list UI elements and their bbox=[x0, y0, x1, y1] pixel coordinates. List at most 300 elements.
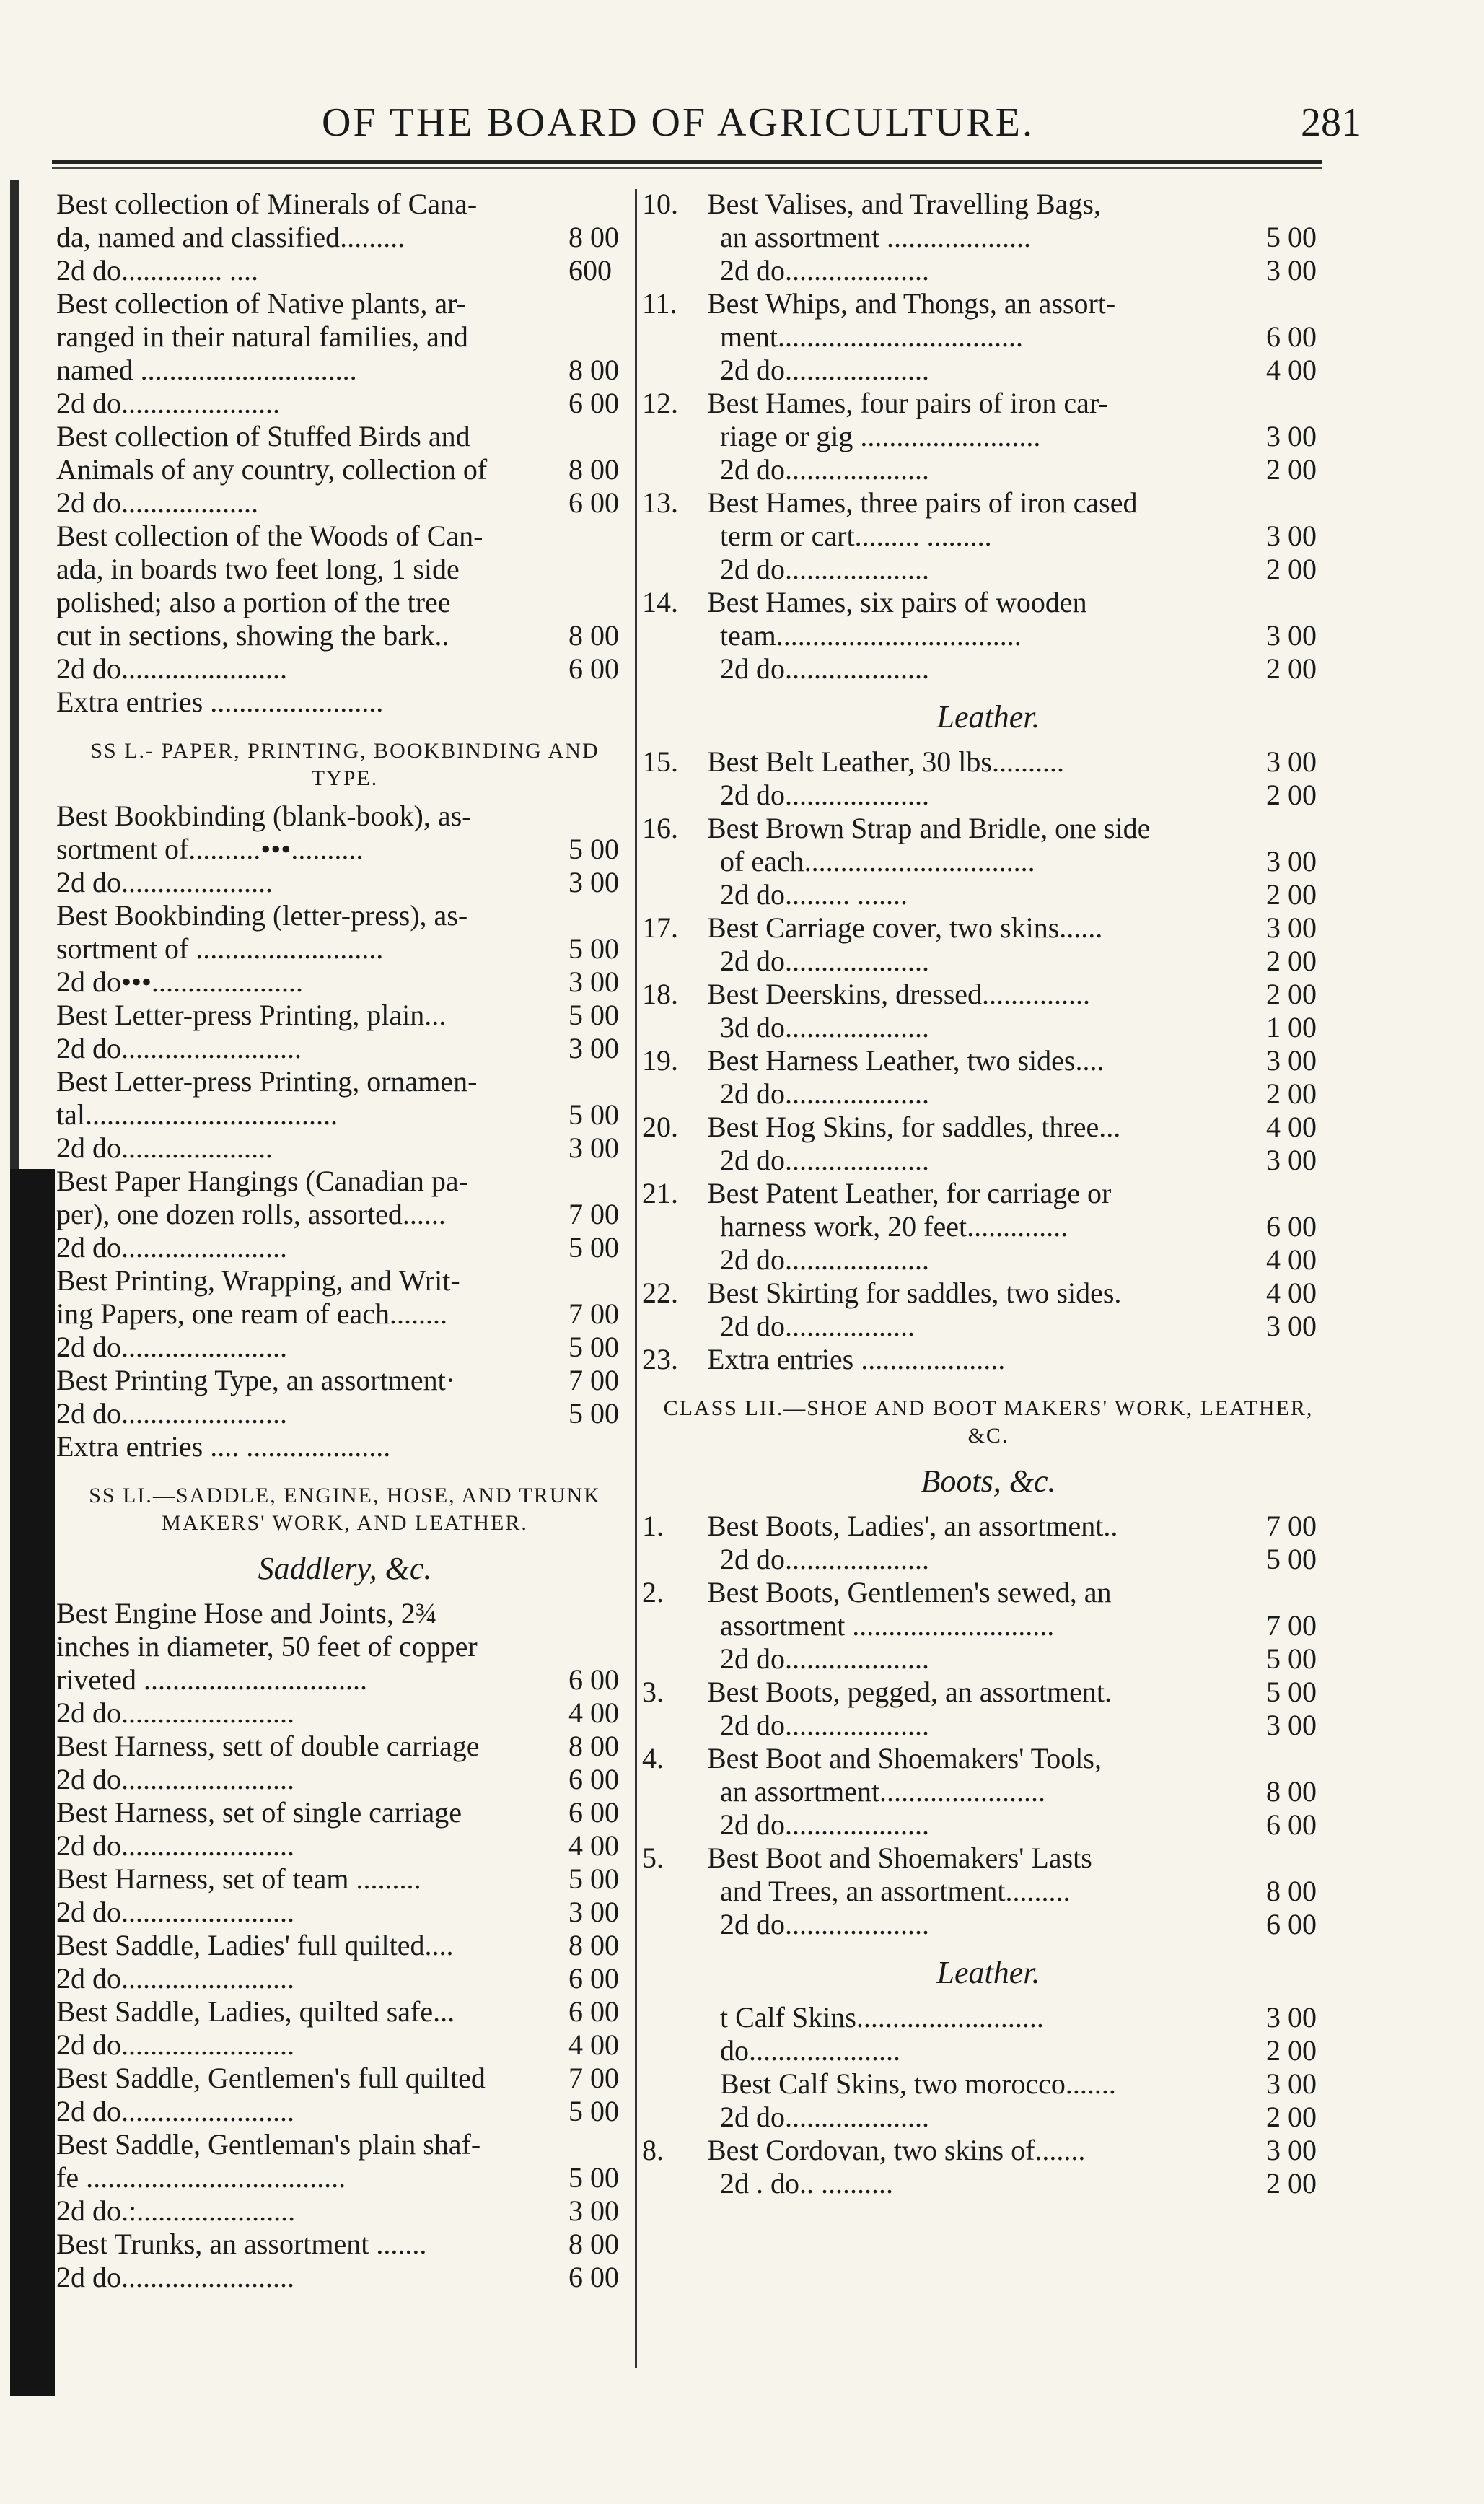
item-amount: 3 00 bbox=[568, 966, 619, 998]
item-amount: 5 00 bbox=[568, 1098, 619, 1131]
left-section-printing bbox=[56, 800, 633, 1463]
list-item bbox=[642, 1676, 1335, 1709]
list-item bbox=[642, 1177, 1335, 1210]
item-amount: 8 00 bbox=[1266, 1775, 1317, 1808]
item-text: Best Bookbinding (letter-press), as- bbox=[56, 899, 468, 932]
item-number: 22. bbox=[642, 1277, 678, 1309]
item-text: 2d do.................... bbox=[720, 354, 929, 386]
item-amount: 5 00 bbox=[568, 1397, 619, 1430]
list-item bbox=[642, 254, 1335, 287]
list-item bbox=[56, 686, 633, 719]
list-item bbox=[642, 1111, 1335, 1144]
item-amount: 7 00 bbox=[568, 1198, 619, 1230]
item-text: 2d do....................... bbox=[56, 652, 287, 685]
item-text: Best Patent Leather, for carriage or bbox=[707, 1177, 1112, 1209]
item-text: da, named and classified......... bbox=[56, 221, 405, 253]
item-text: 2d do........................ bbox=[56, 2261, 294, 2293]
list-item bbox=[642, 2101, 1335, 2134]
list-item bbox=[56, 486, 633, 520]
left-column bbox=[56, 188, 633, 2294]
list-item bbox=[642, 188, 1335, 221]
item-text: 2d do....................... bbox=[56, 1331, 287, 1363]
list-item bbox=[56, 652, 633, 686]
list-item bbox=[56, 1829, 633, 1862]
binding-shadow bbox=[10, 1169, 55, 2396]
list-item bbox=[56, 1862, 633, 1896]
item-text: Best collection of Minerals of Cana- bbox=[56, 188, 478, 220]
item-amount: 8 00 bbox=[568, 2228, 619, 2260]
item-text: Best Boot and Shoemakers' Tools, bbox=[707, 1742, 1102, 1774]
item-amount: 6 00 bbox=[1266, 1210, 1317, 1243]
item-amount: 3 00 bbox=[1266, 1310, 1317, 1342]
item-amount: 1 00 bbox=[1266, 1011, 1317, 1043]
item-text: and Trees, an assortment......... bbox=[720, 1875, 1071, 1907]
item-amount: 5 00 bbox=[568, 932, 619, 965]
list-item bbox=[56, 2228, 633, 2261]
item-text: Best collection of Stuffed Birds and bbox=[56, 420, 470, 452]
list-item bbox=[56, 800, 633, 833]
item-text: Extra entries ........................ bbox=[56, 686, 384, 718]
item-text: inches in diameter, 50 feet of copper bbox=[56, 1630, 478, 1663]
item-text: 2d do........................ bbox=[56, 1763, 294, 1795]
list-item bbox=[56, 2028, 633, 2062]
item-amount: 5 00 bbox=[568, 1231, 619, 1264]
item-text: Best Calf Skins, two morocco....... bbox=[720, 2067, 1116, 2100]
list-item bbox=[56, 899, 633, 932]
list-item bbox=[56, 2062, 633, 2095]
list-item bbox=[56, 1098, 633, 1131]
item-amount: 5 00 bbox=[568, 1331, 619, 1363]
column-divider bbox=[635, 189, 637, 2368]
item-amount: 2 00 bbox=[1266, 779, 1317, 811]
item-amount: 600 bbox=[568, 254, 612, 286]
item-text: Extra entries .................... bbox=[707, 1343, 1006, 1375]
item-amount: 2 00 bbox=[1266, 978, 1317, 1010]
item-text: 2d do.................... bbox=[720, 1144, 929, 1176]
item-text: 2d do.............. .... bbox=[56, 254, 258, 286]
item-amount: 7 00 bbox=[1266, 1510, 1317, 1542]
item-amount: 3 00 bbox=[1266, 619, 1317, 652]
list-item bbox=[642, 453, 1335, 486]
list-item bbox=[642, 1243, 1335, 1277]
item-amount: 8 00 bbox=[568, 1929, 619, 1961]
list-item bbox=[56, 1796, 633, 1829]
list-item bbox=[56, 520, 633, 553]
right-column bbox=[642, 188, 1335, 2200]
item-amount: 6 00 bbox=[568, 1796, 619, 1829]
header-rule-thin bbox=[52, 167, 1322, 169]
item-amount: 5 00 bbox=[568, 1862, 619, 1895]
list-item bbox=[642, 354, 1335, 387]
list-item bbox=[642, 287, 1335, 320]
item-number: 3. bbox=[642, 1676, 664, 1708]
list-item bbox=[56, 1198, 633, 1231]
item-amount: 4 00 bbox=[1266, 1243, 1317, 1276]
list-item bbox=[642, 1808, 1335, 1842]
list-item bbox=[642, 1543, 1335, 1576]
item-text: fe .................................... bbox=[56, 2161, 346, 2194]
list-item bbox=[642, 1742, 1335, 1775]
item-text: Best Belt Leather, 30 lbs.......... bbox=[707, 745, 1064, 778]
item-amount: 2 00 bbox=[1266, 2101, 1317, 2133]
item-amount: 7 00 bbox=[1266, 1609, 1317, 1642]
right-section-leather bbox=[642, 745, 1335, 1376]
item-amount: 3 00 bbox=[1266, 2001, 1317, 2034]
list-item bbox=[56, 1131, 633, 1165]
list-item bbox=[642, 2067, 1335, 2101]
item-text: 2d do.................... bbox=[720, 1543, 929, 1575]
item-text: 2d do.................... bbox=[720, 945, 929, 977]
item-text: 2d do......................... bbox=[56, 1032, 302, 1064]
list-item bbox=[56, 553, 633, 586]
list-item bbox=[56, 833, 633, 866]
item-text: riage or gig ......................... bbox=[720, 420, 1041, 452]
item-number: 5. bbox=[642, 1842, 664, 1874]
item-text: 2d do.................... bbox=[720, 1077, 929, 1110]
list-item bbox=[642, 945, 1335, 978]
list-item bbox=[56, 932, 633, 966]
list-item bbox=[642, 1210, 1335, 1243]
item-text: Best Paper Hangings (Canadian pa- bbox=[56, 1165, 468, 1197]
item-text: ment.................................. bbox=[720, 320, 1023, 353]
item-text: Best Skirting for saddles, two sides. bbox=[707, 1277, 1122, 1309]
list-item bbox=[642, 420, 1335, 453]
item-number: 2. bbox=[642, 1576, 664, 1608]
item-text: 2d do....................... bbox=[56, 1397, 287, 1430]
item-text: 2d do.................... bbox=[720, 2101, 929, 2133]
list-item bbox=[642, 520, 1335, 553]
item-text: Best Whips, and Thongs, an assort- bbox=[707, 287, 1116, 320]
list-item bbox=[642, 2034, 1335, 2067]
item-amount: 2 00 bbox=[1266, 2034, 1317, 2067]
list-item bbox=[642, 221, 1335, 254]
item-text: Best Bookbinding (blank-book), as- bbox=[56, 800, 472, 832]
item-text: 2d do........................ bbox=[56, 1829, 294, 1862]
list-item bbox=[56, 1597, 633, 1630]
item-text: 2d do.................... bbox=[720, 1642, 929, 1675]
item-text: tal................................... bbox=[56, 1098, 338, 1131]
item-text: Animals of any country, collection of bbox=[56, 453, 488, 486]
item-amount: 5 00 bbox=[568, 2161, 619, 2194]
list-item bbox=[56, 1763, 633, 1796]
item-amount: 3 00 bbox=[1266, 520, 1317, 552]
item-text: 2d do.................... bbox=[720, 453, 929, 486]
item-text: of each................................ bbox=[720, 845, 1035, 877]
list-item bbox=[642, 1576, 1335, 1609]
subheading-leather: Leather. bbox=[936, 699, 1040, 735]
item-amount: 2 00 bbox=[1266, 652, 1317, 685]
item-amount: 5 00 bbox=[1266, 1642, 1317, 1675]
subheading-leather-2: Leather. bbox=[936, 1955, 1040, 1990]
item-text: 2d do.................... bbox=[720, 1243, 929, 1276]
item-amount: 4 00 bbox=[1266, 1111, 1317, 1143]
list-item bbox=[642, 845, 1335, 878]
list-item bbox=[642, 1842, 1335, 1875]
item-number: 23. bbox=[642, 1343, 678, 1375]
item-text: Best Trunks, an assortment ....... bbox=[56, 2228, 427, 2260]
list-item bbox=[642, 779, 1335, 812]
list-item bbox=[56, 1995, 633, 2028]
item-amount: 5 00 bbox=[1266, 1676, 1317, 1708]
list-item bbox=[642, 1044, 1335, 1077]
list-item bbox=[56, 2194, 633, 2228]
list-item bbox=[56, 1264, 633, 1297]
item-amount: 3 00 bbox=[568, 1896, 619, 1928]
item-text: 2d do.................... bbox=[720, 1709, 929, 1741]
item-text: Best Hog Skins, for saddles, three... bbox=[707, 1111, 1121, 1143]
item-amount: 6 00 bbox=[568, 387, 619, 419]
list-item bbox=[56, 999, 633, 1032]
item-amount: 6 00 bbox=[568, 1663, 619, 1696]
item-text: Best Printing, Wrapping, and Writ- bbox=[56, 1264, 460, 1297]
list-item bbox=[56, 1697, 633, 1730]
item-amount: 3 00 bbox=[568, 866, 619, 898]
right-section-boots bbox=[642, 1510, 1335, 1941]
list-item bbox=[642, 878, 1335, 911]
list-item bbox=[56, 1929, 633, 1962]
list-item bbox=[642, 1908, 1335, 1941]
list-item bbox=[642, 652, 1335, 686]
item-text: an assortment .................... bbox=[720, 221, 1032, 253]
item-amount: 3 00 bbox=[568, 2194, 619, 2227]
list-item bbox=[642, 1609, 1335, 1642]
item-text: 2d do................... bbox=[56, 486, 258, 519]
list-item bbox=[642, 2001, 1335, 2034]
item-text: Best Boots, pegged, an assortment. bbox=[707, 1676, 1112, 1708]
item-amount: 3 00 bbox=[1266, 254, 1317, 286]
item-number: 11. bbox=[642, 287, 677, 320]
list-item bbox=[642, 812, 1335, 845]
item-text: Best Brown Strap and Bridle, one side bbox=[707, 812, 1151, 844]
list-item bbox=[642, 553, 1335, 586]
item-amount: 2 00 bbox=[1266, 2167, 1317, 2199]
list-item bbox=[56, 1165, 633, 1198]
item-amount: 2 00 bbox=[1266, 553, 1317, 585]
item-amount: 2 00 bbox=[1266, 453, 1317, 486]
item-text: Best Harness, set of single carriage bbox=[56, 1796, 462, 1829]
item-amount: 5 00 bbox=[1266, 221, 1317, 253]
list-item bbox=[642, 1642, 1335, 1676]
list-item bbox=[56, 1430, 633, 1463]
item-number: 20. bbox=[642, 1111, 678, 1143]
item-text: 2d do•••..................... bbox=[56, 966, 304, 998]
item-text: t Calf Skins.......................... bbox=[720, 2001, 1044, 2034]
right-section-calfskins bbox=[642, 2001, 1335, 2200]
item-text: assortment ............................ bbox=[720, 1609, 1055, 1642]
item-text: ranged in their natural families, and bbox=[56, 320, 468, 353]
item-text: ing Papers, one ream of each........ bbox=[56, 1297, 448, 1330]
list-item bbox=[642, 320, 1335, 354]
item-text: 2d do.................... bbox=[720, 779, 929, 811]
item-amount: 8 00 bbox=[568, 354, 619, 386]
item-text: Best Printing Type, an assortment· bbox=[56, 1364, 456, 1396]
page-header bbox=[0, 85, 1484, 150]
list-item bbox=[642, 1277, 1335, 1310]
item-text: Best Saddle, Ladies, quilted safe... bbox=[56, 1995, 455, 2028]
item-amount: 2 00 bbox=[1266, 878, 1317, 911]
list-item bbox=[56, 2095, 633, 2128]
item-amount: 3 00 bbox=[1266, 1044, 1317, 1077]
item-number: 10. bbox=[642, 188, 678, 220]
item-text: 2d do.................... bbox=[720, 254, 929, 286]
item-number: 12. bbox=[642, 387, 678, 419]
item-text: Extra entries .... .................... bbox=[56, 1430, 391, 1463]
item-amount: 4 00 bbox=[1266, 354, 1317, 386]
item-text: polished; also a portion of the tree bbox=[56, 586, 451, 618]
item-number: 19. bbox=[642, 1044, 678, 1077]
item-text: Best Boots, Ladies', an assortment.. bbox=[707, 1510, 1118, 1542]
item-text: per), one dozen rolls, assorted...... bbox=[56, 1198, 446, 1230]
item-text: Best Letter-press Printing, plain... bbox=[56, 999, 447, 1031]
item-text: 2d do..................... bbox=[56, 866, 273, 898]
item-amount: 4 00 bbox=[1266, 1277, 1317, 1309]
item-text: harness work, 20 feet.............. bbox=[720, 1210, 1068, 1243]
item-number: 18. bbox=[642, 978, 678, 1010]
item-text: do..................... bbox=[720, 2034, 900, 2067]
item-amount: 8 00 bbox=[568, 619, 619, 652]
item-text: Best Hames, six pairs of wooden bbox=[707, 586, 1087, 618]
list-item bbox=[642, 1510, 1335, 1543]
item-number: 14. bbox=[642, 586, 678, 618]
list-item bbox=[56, 1663, 633, 1697]
list-item bbox=[56, 1032, 633, 1065]
list-item bbox=[642, 978, 1335, 1011]
item-text: 2d do.................... bbox=[720, 1808, 929, 1841]
item-text: 2d . do.. .......... bbox=[720, 2167, 893, 2199]
list-item bbox=[56, 387, 633, 420]
item-text: Best Hames, three pairs of iron cased bbox=[707, 486, 1138, 519]
item-amount: 3 00 bbox=[1266, 1709, 1317, 1741]
item-amount: 6 00 bbox=[568, 1763, 619, 1795]
item-amount: 3 00 bbox=[1266, 911, 1317, 944]
list-item bbox=[642, 2167, 1335, 2200]
list-item bbox=[642, 486, 1335, 520]
item-number: 15. bbox=[642, 745, 678, 778]
item-amount: 4 00 bbox=[568, 1697, 619, 1729]
item-text: 2d do........................ bbox=[56, 1697, 294, 1729]
item-amount: 3 00 bbox=[1266, 420, 1317, 452]
item-amount: 5 00 bbox=[568, 999, 619, 1031]
list-item bbox=[642, 1343, 1335, 1376]
item-amount: 3 00 bbox=[568, 1032, 619, 1064]
list-item bbox=[56, 1397, 633, 1430]
item-amount: 2 00 bbox=[1266, 945, 1317, 977]
item-text: 2d do.................... bbox=[720, 1908, 929, 1940]
list-item bbox=[56, 966, 633, 999]
item-number: 1. bbox=[642, 1510, 664, 1542]
item-amount: 8 00 bbox=[568, 1730, 619, 1762]
list-item bbox=[56, 1630, 633, 1663]
left-section-saddlery bbox=[56, 1597, 633, 2294]
list-item bbox=[642, 1077, 1335, 1111]
list-item bbox=[642, 1310, 1335, 1343]
list-item bbox=[56, 221, 633, 254]
item-amount: 6 00 bbox=[568, 486, 619, 519]
item-text: Best collection of Native plants, ar- bbox=[56, 287, 466, 320]
item-number: 13. bbox=[642, 486, 678, 519]
item-text: Best collection of the Woods of Can- bbox=[56, 520, 483, 552]
item-text: 2d do........................ bbox=[56, 1962, 294, 1995]
list-item bbox=[56, 1896, 633, 1929]
item-text: Best Hames, four pairs of iron car- bbox=[707, 387, 1108, 419]
item-amount: 5 00 bbox=[568, 833, 619, 865]
item-amount: 4 00 bbox=[568, 1829, 619, 1862]
subheading-boots: Boots, &c. bbox=[921, 1463, 1056, 1499]
item-amount: 4 00 bbox=[568, 2028, 619, 2061]
binding-shadow-top bbox=[10, 180, 19, 1176]
list-item bbox=[56, 1962, 633, 1995]
item-text: Best Deerskins, dressed............... bbox=[707, 978, 1091, 1010]
class-heading-paper: SS L.- PAPER, PRINTING, BOOKBINDING AND TYPE. bbox=[90, 739, 600, 790]
item-amount: 5 00 bbox=[568, 2095, 619, 2127]
item-amount: 6 00 bbox=[1266, 1908, 1317, 1940]
list-item bbox=[56, 354, 633, 387]
item-text: 2d do....................... bbox=[56, 1231, 287, 1264]
list-item bbox=[642, 619, 1335, 652]
item-amount: 3 00 bbox=[568, 1131, 619, 1164]
right-section-valises bbox=[642, 188, 1335, 686]
item-amount: 6 00 bbox=[568, 1962, 619, 1995]
item-text: Best Harness Leather, two sides.... bbox=[707, 1044, 1105, 1077]
list-item bbox=[642, 387, 1335, 420]
item-amount: 5 00 bbox=[1266, 1543, 1317, 1575]
list-item bbox=[56, 320, 633, 354]
list-item bbox=[56, 2261, 633, 2294]
list-item bbox=[56, 420, 633, 453]
list-item bbox=[56, 866, 633, 899]
item-text: ada, in boards two feet long, 1 side bbox=[56, 553, 460, 585]
item-text: 2d do........................ bbox=[56, 2095, 294, 2127]
item-text: 2d do........................ bbox=[56, 2028, 294, 2061]
item-text: 2d do..................... bbox=[56, 1131, 273, 1164]
item-text: Best Saddle, Ladies' full quilted.... bbox=[56, 1929, 454, 1961]
item-amount: 3 00 bbox=[1266, 2134, 1317, 2166]
item-text: Best Saddle, Gentleman's plain shaf- bbox=[56, 2128, 481, 2161]
list-item bbox=[642, 911, 1335, 945]
item-text: Best Carriage cover, two skins...... bbox=[707, 911, 1103, 944]
list-item bbox=[56, 287, 633, 320]
item-amount: 6 00 bbox=[568, 1995, 619, 2028]
item-text: cut in sections, showing the bark.. bbox=[56, 619, 449, 652]
list-item bbox=[642, 1011, 1335, 1044]
item-text: Best Harness, set of team ......... bbox=[56, 1862, 421, 1895]
list-item bbox=[56, 188, 633, 221]
item-amount: 8 00 bbox=[568, 453, 619, 486]
item-number: 17. bbox=[642, 911, 678, 944]
list-item bbox=[56, 1364, 633, 1397]
item-text: Best Cordovan, two skins of....... bbox=[707, 2134, 1086, 2166]
item-text: term or cart......... ......... bbox=[720, 520, 992, 552]
item-text: named .............................. bbox=[56, 354, 357, 386]
item-amount: 3 00 bbox=[1266, 745, 1317, 778]
item-amount: 7 00 bbox=[568, 1364, 619, 1396]
item-amount: 3 00 bbox=[1266, 2067, 1317, 2100]
item-number: 4. bbox=[642, 1742, 664, 1774]
item-text: Best Valises, and Travelling Bags, bbox=[707, 188, 1101, 220]
list-item bbox=[56, 254, 633, 287]
item-amount: 6 00 bbox=[1266, 320, 1317, 353]
item-text: an assortment....................... bbox=[720, 1775, 1046, 1808]
item-amount: 7 00 bbox=[568, 2062, 619, 2094]
list-item bbox=[56, 619, 633, 652]
page-title: OF THE BOARD OF AGRICULTURE. bbox=[322, 100, 1035, 145]
item-amount: 2 00 bbox=[1266, 1077, 1317, 1110]
list-item bbox=[642, 2134, 1335, 2167]
header-rule bbox=[52, 160, 1322, 164]
list-item bbox=[56, 1065, 633, 1098]
item-text: sortment of .......................... bbox=[56, 932, 384, 965]
item-text: 2d do.................... bbox=[720, 553, 929, 585]
